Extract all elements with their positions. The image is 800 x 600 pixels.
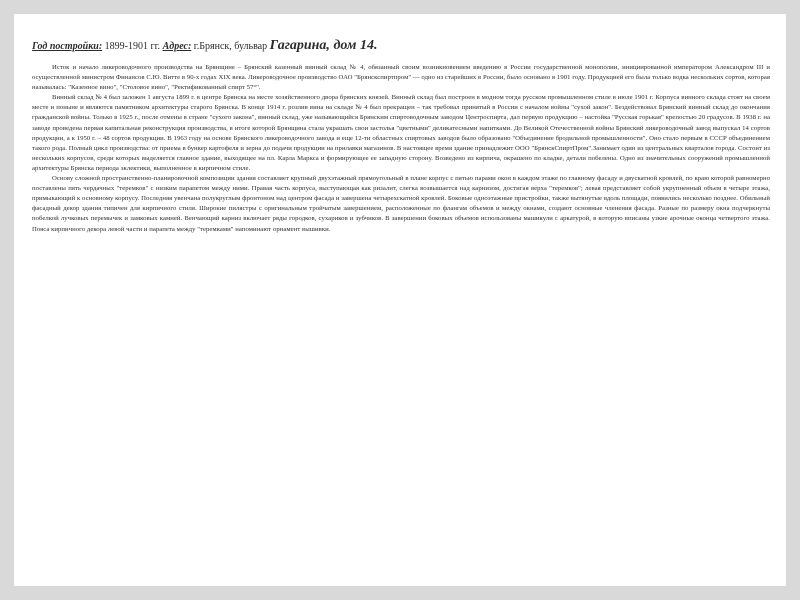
- building-info-line: [32, 38, 770, 55]
- document-page: [14, 14, 786, 586]
- paragraph-architecture: Основу сложной пространственно-планировочной композиции здания составляет крупный двухэтажный прямоугольный в плане корпус с пятью парами окон в каждом этаже по главному фасаду и двускатной кровлей, по краю которой равномерно поставлены пять чердачных "теремков" с низким парапетом между ними. Правая часть корпуса, выступающая как ризалит, слегка возвышается над карнизом, достигая верха "теремков"; левая представляет собой укрупненный объем в четыре этажа, примыкающий к основному корпусу. Последняя увенчана полукруглым фронтоном над центром фасада и завершена четырехскатной кровлей. Боковые одноэтажные пристройки, также вытянутые вдоль площади, появились несколько позднее. Обильный фасадный декор здания типичен для кирпичного стиля. Широкие пилястры с оригинальным тройчатым завершением, расположенные по флангам объемов и между окнами, создают основные членения фасада. Разные по размеру окна подчеркнуты побелкой лучковых перемычек и замковых камней. Венчающий карниз включает ряды городков, сухариков и зубчиков. В завершении боковых объемов использованы машикули с аркатурой, в которую вписаны узкие арочные оконца четвертого этажа. Пояса кирпичного декора левой части и парапета между "теремками" напоминают орнамент вышивки.: [32, 175, 770, 233]
- address-prefix: г.Брянск, бульвар: [191, 41, 270, 52]
- years-label: Год постройки:: [32, 41, 103, 52]
- paragraph-history-origin: Исток и начало ликероводочного производства на Брянщине – Брянский казенный винный склад № 4, обязанный своим возникновением введению в России государственной монополии, инициированной императором Александром III и осуществленной министром Финансов С.Ю. Витте в 90-х годах XIX века. Ликероводочное производство ОАО "Брянскспиртпром" — одно из старейших в России, было основано в 1901 году. Продукцией его была только водка нескольких сортов, которая называлась: "Казенное вино", "Столовое вино", "Ректификованный спирт 57°".: [32, 64, 770, 92]
- address-label: Адрес:: [162, 41, 192, 52]
- paragraph-history-warehouse: Винный склад № 4 был заложен 1 августа 1899 г. в центре Брянска на месте хозяйственного двора брянских князей. Винный склад был построен в модном тогда русском промышленном стиле в июле 1901 г. Корпуса винного склада стоят на своем месте и поныне и являются памятником архитектуры старого Брянска. В конце 1914 г. розлив вина на складе № 4 был прекращен – так требовал принятый в России с началом войны "сухой закон". Бездействовал Брянский винный склад до окончания гражданской войны. Только в 1925 г., после отмены в стране "сухого закона", винный склад, уже называющийся Брянским спиртоводочным заводом Центроспирта, дал первую продукцию – настойка "Русская горькая" крепостью 20 градусов. В 1938 г. на заводе проведена первая капитальная реконструкция производства, в итоге которой Брянщина стала украшать свои застолья "цветными" деликатесными напитками. До Великой Отечественной войны Брянский ликероводочный завод выпускал 14 сортов продукции, а к 1950 г. – 48 сортов продукции. В 1963 году на основе Брянского ликероводочного завода и еще 12-ти областных спиртовых заводов было образовано "Объединение бродильной промышленности". Оно стало первым в СССР объединением такого рода. Полный цикл производства: от приема в бункер картофеля и зерна до подачи продукции на прилавки магазинов. В настоящее время здание принадлежит ООО "БрянскСпиртПром".Занимает один из центральных кварталов города. Состоит из нескольких корпусов, среди которых выделяется главное здание, выходящее на пл. Карла Маркса и формирующее ее западную сторону. Возведено из кирпича, окрашено по кладке, детали побелены. Одно из значительных сооружений промышленной архитектуры Брянска периода эклектики, выполненное в кирпичном стиле.: [32, 94, 770, 172]
- years-value: 1899-1901 гг.: [102, 41, 163, 52]
- address-house: дом 14.: [333, 38, 378, 53]
- address-street: Гагарина,: [269, 38, 334, 53]
